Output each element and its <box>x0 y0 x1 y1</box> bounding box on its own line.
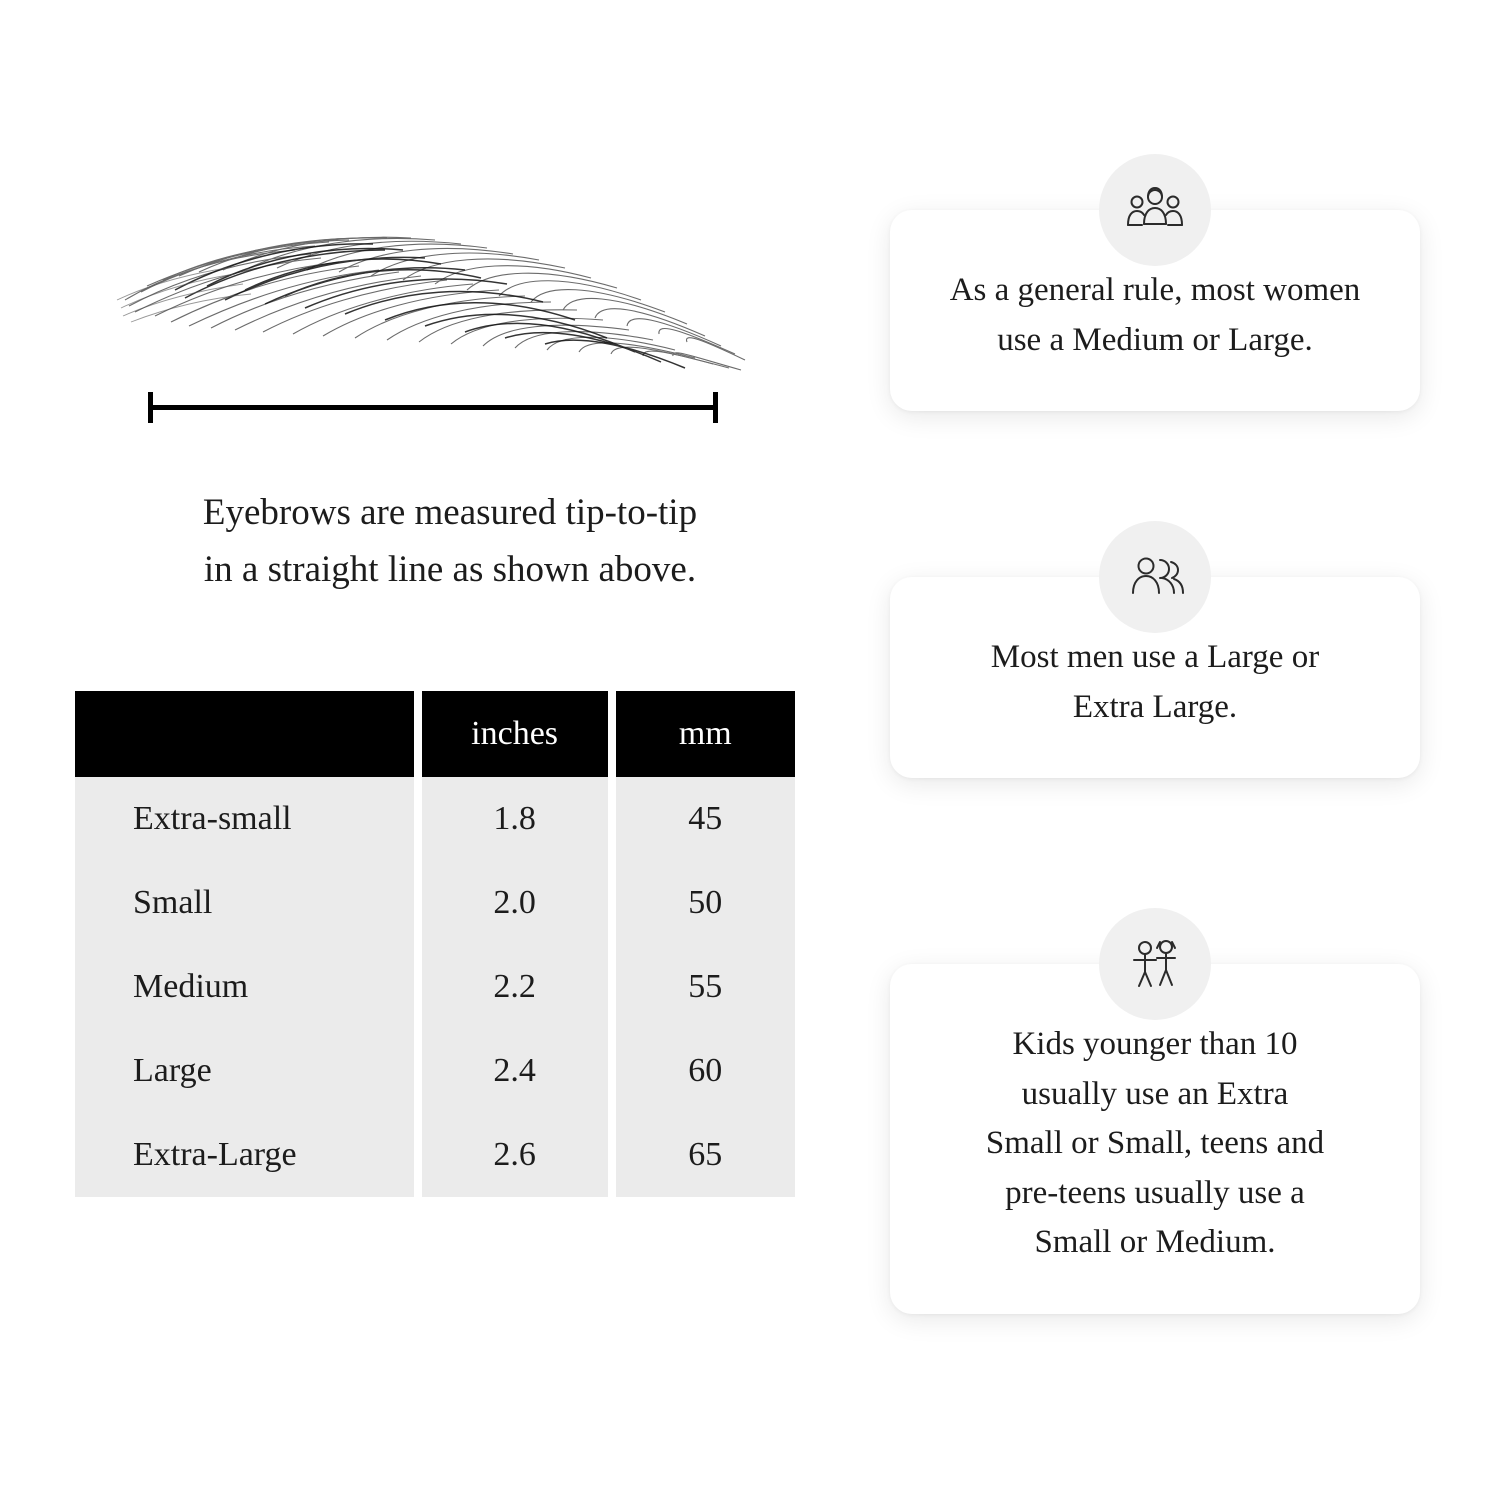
note-card-women <box>890 210 1420 411</box>
note-kids-line-4: pre-teens usually use a <box>1005 1174 1305 1211</box>
cell-size-name: Small <box>75 861 422 945</box>
table-row <box>75 1029 795 1113</box>
women-group-icon <box>1099 154 1211 266</box>
cell-size-name: Extra-Large <box>75 1113 422 1197</box>
cell-mm: 45 <box>616 777 795 861</box>
cell-mm: 65 <box>616 1113 795 1197</box>
caption-line-2: in a straight line as shown above. <box>203 549 697 591</box>
table-row <box>75 945 795 1029</box>
cell-inches: 2.2 <box>422 945 616 1029</box>
cell-inches: 2.0 <box>422 861 616 945</box>
measurement-bar-line <box>148 405 718 410</box>
column-header-size <box>75 691 422 777</box>
note-women-line-2: use a Medium or Large. <box>997 321 1313 358</box>
note-kids-line-2: usually use an Extra <box>1021 1075 1289 1112</box>
measurement-caption <box>135 484 765 599</box>
right-column <box>830 0 1500 1500</box>
kids-icon <box>1099 908 1211 1020</box>
cell-mm: 55 <box>616 945 795 1029</box>
table-header <box>75 691 795 777</box>
cell-mm: 50 <box>616 861 795 945</box>
measurement-cap-right <box>713 392 718 423</box>
eyebrow-illustration <box>115 150 755 410</box>
note-men-line-2: Extra Large. <box>1072 688 1238 725</box>
women-group-icon-glyph <box>1124 184 1186 236</box>
table-row <box>75 777 795 861</box>
cell-size-name: Large <box>75 1029 422 1113</box>
table-body <box>75 777 795 1197</box>
cell-size-name: Medium <box>75 945 422 1029</box>
cell-inches: 1.8 <box>422 777 616 861</box>
measurement-cap-left <box>148 392 153 423</box>
note-kids-line-3: Small or Small, teens and <box>985 1125 1325 1161</box>
note-men-line-1: Most men use a Large or <box>990 639 1320 675</box>
column-header-inches: inches <box>422 691 616 777</box>
cell-inches: 2.6 <box>422 1113 616 1197</box>
men-group-icon <box>1099 521 1211 633</box>
note-kids-line-1: Kids younger than 10 <box>1012 1026 1298 1062</box>
eyebrow-icon <box>115 150 755 380</box>
size-chart-table <box>75 691 795 1197</box>
note-card-kids <box>890 964 1420 1314</box>
cell-mm: 60 <box>616 1029 795 1113</box>
table-row <box>75 1113 795 1197</box>
measurement-bar <box>148 392 718 422</box>
column-header-mm: mm <box>616 691 795 777</box>
note-women-line-1: As a general rule, most women <box>949 272 1361 308</box>
cell-inches: 2.4 <box>422 1029 616 1113</box>
note-card-men <box>890 577 1420 778</box>
note-kids-line-5: Small or Medium. <box>1034 1224 1276 1260</box>
table-header-row <box>75 691 795 777</box>
caption-line-1: Eyebrows are measured tip-to-tip <box>202 492 698 533</box>
table-row <box>75 861 795 945</box>
cell-size-name: Extra-small <box>75 777 422 861</box>
men-group-icon-glyph <box>1124 551 1186 603</box>
kids-icon-glyph <box>1126 936 1184 992</box>
